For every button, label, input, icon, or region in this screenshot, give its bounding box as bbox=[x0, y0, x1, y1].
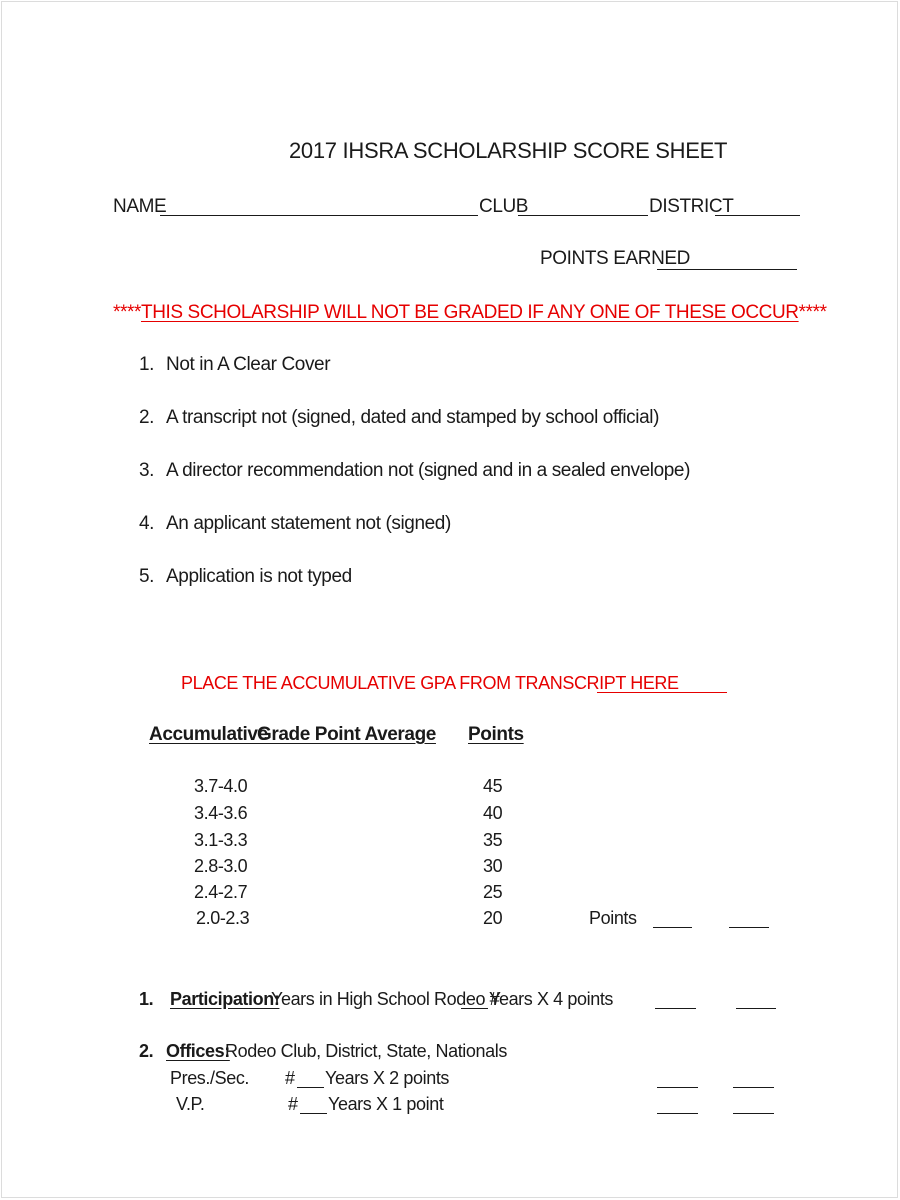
club-field-line[interactable] bbox=[518, 215, 648, 216]
gpa-points: 35 bbox=[483, 830, 503, 850]
office-years-blank[interactable] bbox=[300, 1113, 327, 1114]
name-field-line[interactable] bbox=[160, 215, 478, 216]
office-role: Pres./Sec. bbox=[170, 1068, 250, 1088]
condition-number: 3. bbox=[139, 460, 155, 481]
gpa-range: 2.8-3.0 bbox=[194, 856, 248, 876]
condition-item bbox=[139, 354, 330, 376]
points-earned-label: POINTS EARNED bbox=[540, 248, 690, 269]
gpa-points: 45 bbox=[483, 776, 503, 796]
office-score-blank[interactable] bbox=[657, 1113, 698, 1114]
office-prefix: # bbox=[285, 1068, 295, 1088]
participation-number: 1. bbox=[139, 989, 154, 1009]
district-label: DISTRICT bbox=[649, 196, 734, 217]
points-earned-field-line[interactable] bbox=[657, 269, 797, 270]
gpa-points: 30 bbox=[483, 856, 503, 876]
condition-item bbox=[139, 407, 659, 429]
gpa-range: 3.4-3.6 bbox=[194, 803, 248, 823]
offices-text: Rodeo Club, District, State, Nationals bbox=[225, 1041, 507, 1061]
office-score-blank-2[interactable] bbox=[733, 1113, 774, 1114]
gpa-header-points: Points bbox=[468, 724, 524, 745]
office-years-blank[interactable] bbox=[297, 1087, 324, 1088]
condition-text: Not in A Clear Cover bbox=[166, 354, 331, 375]
gpa-header-accumulative: Accumulative bbox=[149, 724, 268, 745]
office-role: V.P. bbox=[176, 1094, 205, 1114]
gpa-points: 40 bbox=[483, 803, 503, 823]
gpa-range: 2.0-2.3 bbox=[196, 908, 250, 928]
condition-number: 1. bbox=[139, 354, 155, 375]
gpa-score-blank[interactable] bbox=[653, 927, 692, 928]
office-suffix: Years X 1 point bbox=[328, 1094, 444, 1114]
participation-label: Participation: bbox=[170, 989, 280, 1009]
office-prefix: # bbox=[288, 1094, 298, 1114]
condition-text: Application is not typed bbox=[166, 566, 352, 587]
warning-suffix: **** bbox=[798, 302, 827, 323]
condition-item bbox=[139, 460, 690, 482]
name-label: NAME bbox=[113, 196, 167, 217]
office-score-blank[interactable] bbox=[657, 1087, 698, 1088]
office-score-blank-2[interactable] bbox=[733, 1087, 774, 1088]
condition-number: 2. bbox=[139, 407, 155, 428]
condition-text: A director recommendation not (signed and in a sealed envelope) bbox=[166, 460, 691, 481]
gpa-points: 20 bbox=[483, 908, 503, 928]
condition-item bbox=[139, 566, 352, 588]
page-border bbox=[1, 1, 898, 1198]
condition-text: An applicant statement not (signed) bbox=[166, 513, 451, 534]
participation-years-blank[interactable] bbox=[461, 1008, 488, 1009]
condition-item bbox=[139, 513, 451, 535]
gpa-score-blank-2[interactable] bbox=[729, 927, 769, 928]
gpa-points: 25 bbox=[483, 882, 503, 902]
gpa-range: 2.4-2.7 bbox=[194, 882, 248, 902]
club-label: CLUB bbox=[479, 196, 529, 217]
gpa-header-grade-point-average: Grade Point Average bbox=[257, 724, 436, 745]
district-field-line[interactable] bbox=[715, 215, 800, 216]
warning-banner bbox=[113, 302, 827, 324]
participation-score-blank[interactable] bbox=[655, 1008, 696, 1009]
participation-score-blank-2[interactable] bbox=[736, 1008, 776, 1009]
gpa-range: 3.7-4.0 bbox=[194, 776, 248, 796]
gpa-range: 3.1-3.3 bbox=[194, 830, 248, 850]
gpa-points-label: Points bbox=[589, 908, 637, 928]
condition-text: A transcript not (signed, dated and stamped by school official) bbox=[166, 407, 660, 428]
participation-text-before: Years in High School Rodeo # bbox=[271, 989, 500, 1009]
warning-text: THIS SCHOLARSHIP WILL NOT BE GRADED IF ANY ONE OF THESE OCCUR bbox=[140, 302, 799, 323]
offices-number: 2. bbox=[139, 1041, 154, 1061]
gpa-field-line[interactable] bbox=[597, 692, 727, 693]
office-suffix: Years X 2 points bbox=[325, 1068, 450, 1088]
warning-prefix: **** bbox=[113, 302, 141, 323]
offices-label: Offices: bbox=[166, 1041, 230, 1061]
gpa-prompt: PLACE THE ACCUMULATIVE GPA FROM TRANSCRIPT HERE bbox=[181, 673, 679, 693]
condition-number: 4. bbox=[139, 513, 155, 534]
condition-number: 5. bbox=[139, 566, 155, 587]
page-title: 2017 IHSRA SCHOLARSHIP SCORE SHEET bbox=[289, 138, 728, 163]
participation-text-after: Years X 4 points bbox=[489, 989, 614, 1009]
